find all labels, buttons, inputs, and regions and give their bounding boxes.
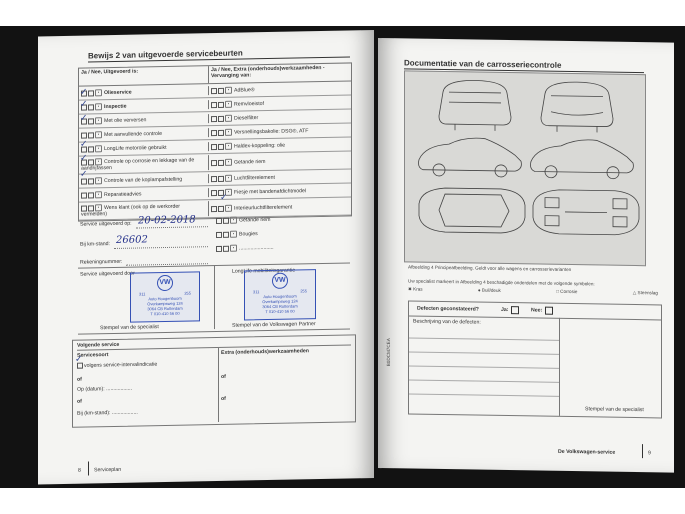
description-line [409,379,559,382]
invoice-label: Rekeningnummer: [80,258,123,266]
instruction-text: Uw specialist markeert in Afbeelding 4 beschadigde onderdelen met de volgende symbolen: [408,278,595,287]
stamp-line: T 010-410 56 00 [265,308,295,315]
service-item-label: Wens klant (ook op de werkorder vermelden) [81,203,181,218]
or-label: of [77,398,82,405]
replacement-item [209,83,351,95]
check-mark: ✓ [80,113,88,124]
description-label: Beschrijving van de defecten: [413,318,481,326]
check-mark: ✓ [220,192,228,203]
checkbox[interactable] [218,205,224,211]
km-value: 26602 [116,234,148,246]
defects-header [409,301,661,320]
service-item-label: Controle van de koplampafstelling [104,176,183,185]
service-item [79,128,209,139]
replacement-item-label: AdBlue® [234,87,255,94]
description-line [409,393,559,396]
replacement-item-label: Interieurluchtfilterelement [234,204,293,212]
checkbox[interactable] [218,143,224,149]
replacement-item-label: Fiesje met bandenafdichtmodel [234,188,307,196]
symbol-dent: ● Buil/deuk [477,287,501,293]
service-icon: ▪ [95,131,102,138]
checkbox[interactable] [88,104,94,110]
side-code: B0DCM7CEA [386,338,391,367]
symbol-label: Corrosie [560,288,578,295]
checkbox[interactable] [81,132,87,138]
stamp-code: 311 [253,289,260,295]
next-col1-header: Servicesoort [77,352,109,359]
replacement-item-label: Remvloeistof [234,100,264,108]
replacement-item [216,216,270,224]
checkbox[interactable] [88,132,94,138]
next-service-box: Volgende service Servicesoort Extra (onderhouds)werkzaamheden volgens service-intervalindicatie of Op (datum): .................. of Bij (km-stand): .................. of of ✓ [72,334,356,427]
divider [559,318,560,416]
symbol-scratch: ✖ Kras [408,286,423,292]
checkbox[interactable] [88,178,94,184]
checkbox[interactable] [211,88,217,94]
next-service-title: Volgende service [77,341,120,349]
symbol-label: Kras [413,286,423,292]
footer-text: Serviceplan [94,466,122,474]
checkbox[interactable] [216,217,222,223]
service-icon: ▪ [95,117,102,124]
symbol-corrosion: □ Corrosie [556,288,578,295]
service-item-label: Inspectie [104,103,127,111]
table-body [79,81,351,220]
stamp-line: 3064 CB Rotterdam [262,303,298,310]
replacement-item-label: Versnellingsbakolie: DSG®, ATF [234,128,309,136]
service-item [79,114,209,125]
symbol-stone-chip: △ Steenslag [632,290,658,296]
footer-rule [88,461,89,475]
date-line [136,226,208,228]
replacement-item-label: Getande riem [239,216,271,224]
service-item [79,155,209,172]
ja-checkbox[interactable] [511,306,519,314]
replacement-item-label: Luchtfilterelement [234,174,275,182]
km-label: Bij km-stand: [80,241,110,248]
service-item [79,139,209,153]
checkbox[interactable] [216,245,222,251]
divider [214,265,215,329]
next-col2-header: Extra (onderhouds)werkzaamheden [221,348,309,356]
next-service-item-label: volgens service-intervalindicatie [84,361,158,369]
replacement-item-label: Bougies [239,231,258,238]
checkbox[interactable] [88,118,94,124]
stamp-partner-label: Stempel van de Volkswagen Partner [232,321,316,329]
left-page [38,30,374,484]
replacement-item [209,185,351,197]
checkbox[interactable] [88,90,94,96]
left-page-title: Bewijs 2 van uitgevoerde servicebeurten [88,48,243,61]
check-mark: ✓ [80,139,88,150]
checkbox[interactable] [223,231,229,237]
dealer-stamp-right [244,269,316,320]
nee-label: Nee: [531,307,543,314]
service-item [79,86,209,97]
replacement-item [216,230,258,238]
part-icon: ▪ [230,245,237,252]
service-icon: ▪ [95,158,102,165]
part-icon: ▪ [225,189,232,196]
footer-page-number: 8 [78,467,81,474]
checkbox[interactable] [218,101,224,107]
check-mark: ✓ [80,99,88,110]
stamp-specialist-label: Stempel van de specialist [100,324,159,332]
stamp-line: Overkampsweg 124 [262,298,298,305]
service-item-label: Reparatieadvies [104,191,142,199]
service-icon: ▪ [95,89,102,96]
checkbox[interactable] [88,192,94,198]
checkbox[interactable] [88,146,94,152]
col1-header: Ja / Nee, Uitgevoerd is: [79,66,209,85]
divider [218,348,219,422]
stamp-line: Overkampsweg 124 [147,300,183,307]
checkbox[interactable] [81,205,87,211]
car-front-view [541,82,613,127]
checkbox[interactable] [223,217,229,223]
part-icon: ▪ [225,129,232,136]
checkbox[interactable] [218,115,224,121]
col2-header: Ja / Nee, Extra (onderhouds)werkzaamheden - Vervanging van: [211,64,325,80]
part-icon: ▪ [225,205,232,212]
right-page-title: Documentatie van de carrosseriecontrole [404,58,562,70]
checkbox[interactable] [218,175,224,181]
checkbox[interactable] [218,129,224,135]
replacement-item-label: Haldex-koppeling: olie [234,142,286,150]
table-row [79,197,351,220]
description-line [409,337,559,340]
service-icon: ▪ [95,177,102,184]
checkbox[interactable] [211,206,217,212]
checkbox[interactable] [88,205,94,211]
service-date-value: 20-02-2018 [138,214,196,227]
service-date-label: Service uitgevoerd op: [80,220,132,228]
footer-page-number: 9 [648,450,651,457]
car-diagram [404,70,646,266]
stamp-specialist-label: Stempel van de specialist [585,406,644,414]
op-datum-field: Op (datum): .................. [77,385,133,393]
replacement-item [209,201,351,213]
replacement-item-label: ........................ [239,244,274,252]
checkbox[interactable] [216,231,222,237]
ja-label: Ja: [501,306,509,314]
stamp-code: 255 [300,288,307,294]
service-item [79,188,209,199]
replacement-item [209,155,351,167]
check-mark: ✓ [75,354,83,365]
dealer-stamp-left [130,271,200,322]
replacement-item [209,125,351,137]
stamp-line: T 010-410 56 00 [150,310,180,317]
next-service-item [77,361,157,369]
vw-logo-icon: VW [157,275,173,291]
service-icon: ▪ [95,204,102,211]
replacement-item [209,139,351,151]
checkbox[interactable] [218,87,224,93]
checkbox[interactable] [88,159,94,165]
description-line [409,365,559,368]
stamp-line: Auto Hoogenboom [148,295,182,302]
defects-label: Defecten geconstateerd? [417,305,479,313]
service-icon: ▪ [95,103,102,110]
replacement-item [209,171,351,183]
part-icon: ▪ [225,175,232,182]
stamp-line: 3064 CB Rotterdam [147,305,183,312]
part-icon: ▪ [230,217,237,224]
stamp-code: 311 [139,291,146,297]
checkbox[interactable] [218,159,224,165]
checkbox[interactable] [81,192,87,198]
or-label: of [77,376,82,383]
checkbox[interactable] [211,176,217,182]
symbol-legend [408,286,658,295]
check-mark: ✓ [80,153,88,164]
service-by-label: Service uitgevoerd door [80,270,135,278]
part-icon: ▪ [225,101,232,108]
replacement-item [209,111,351,123]
symbol-label: Buil/deuk [481,287,501,293]
part-icon: ▪ [225,115,232,122]
check-mark: ✓ [80,169,88,180]
checkbox[interactable] [211,116,217,122]
service-item [79,100,209,111]
part-icon: ▪ [225,87,232,94]
right-page [378,38,674,473]
footer-rule [642,444,643,458]
service-item [79,174,209,185]
service-item-label: Met olie verversen [104,117,147,125]
longlife-label: LongLife mobiliteitsgarantie [232,267,296,275]
replacement-item-label: Dieselfilter [234,115,259,122]
service-icon: ▪ [95,145,102,152]
service-item-label: Met aanvullende controle [104,130,162,139]
check-mark: ✓ [80,87,88,98]
description-line [409,351,559,354]
checkbox[interactable] [211,144,217,150]
service-table [78,62,352,221]
service-icon: ▪ [95,191,102,198]
part-icon: ▪ [225,159,232,166]
replacement-item-label: Getande riem [234,158,266,166]
replacement-item [216,244,274,252]
defects-form [408,300,662,418]
checkbox[interactable] [211,130,217,136]
service-item-label: Controle op corrosie en lekkage van de aandrijfassen [81,157,195,172]
car-outline-drawings [405,71,645,265]
checkbox[interactable] [223,245,229,251]
footer-text: De Volkswagen-service [558,448,616,456]
part-icon: ▪ [225,143,232,150]
symbol-label: Steenslag [637,290,658,296]
km-line [114,246,208,249]
stamp-code: 255 [184,290,191,296]
checkbox[interactable] [211,160,217,166]
nee-checkbox[interactable] [545,307,553,315]
checkbox[interactable] [211,102,217,108]
km-field: Bij (km-stand): .................. [77,409,138,417]
stamp-line: Auto Hoogenboom [263,293,297,300]
part-icon: ▪ [230,231,237,238]
service-item-label: Olieservice [104,89,132,97]
checkbox[interactable] [211,190,217,196]
service-item-label: LongLife motorolie gebruikt [104,144,167,153]
figure-caption: Afbeelding 4 Principeafbeelding. Geldt voor alle wagens en carrosserievarianten [408,264,572,273]
replacement-item [209,97,351,109]
vw-logo-icon: VW [272,273,288,289]
